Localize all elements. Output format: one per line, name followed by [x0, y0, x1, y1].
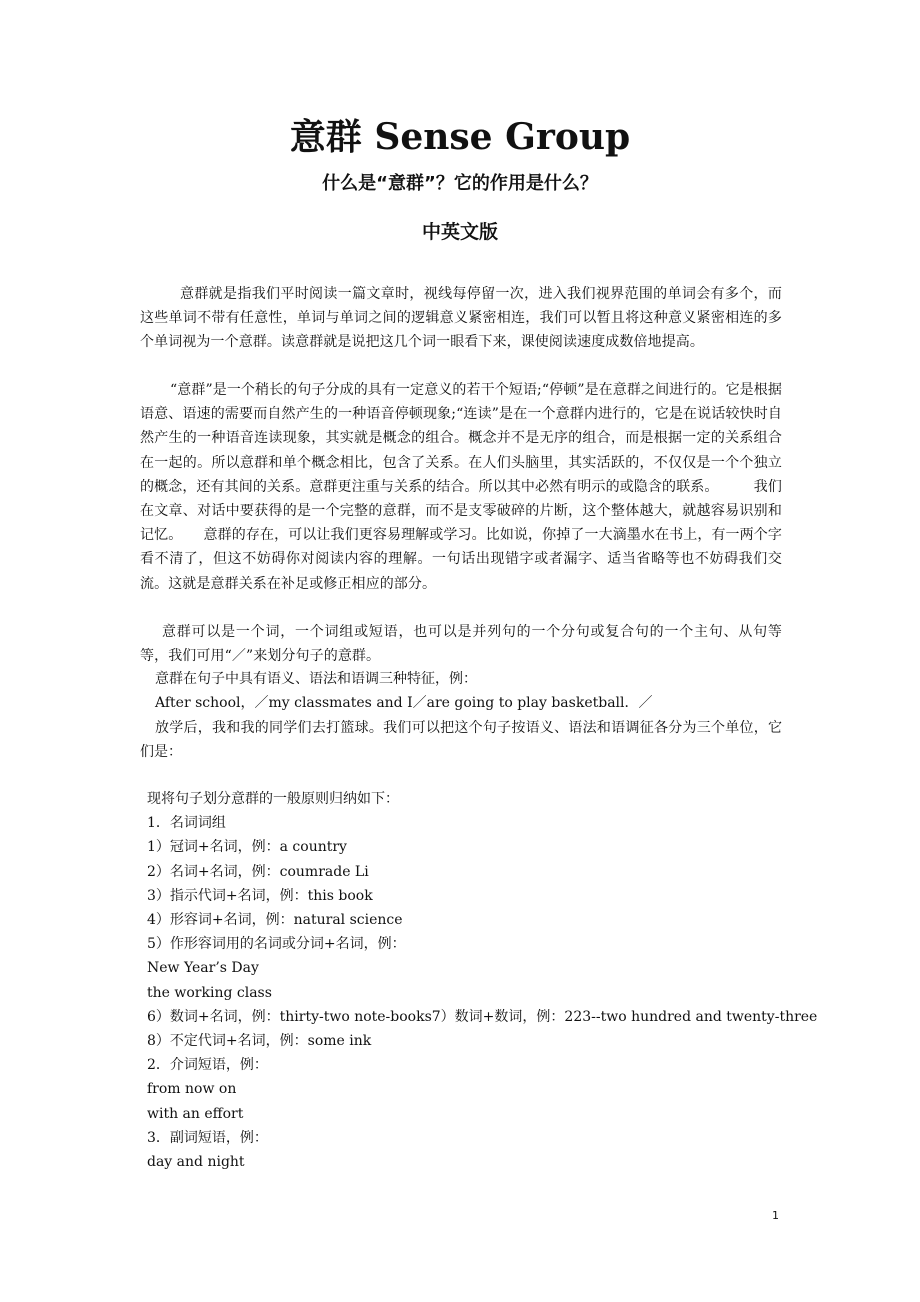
list-item: 8）不定代词+名词，例：some ink	[147, 1033, 372, 1050]
paragraph-forms: 意群可以是一个词，一个词组或短语，也可以是并列句的一个分句或复合句的一个主句、从句等等，我们可用“／”来划分句子的意群。	[140, 624, 782, 665]
list-item: 6）数词+名词，例：thirty-two note-books7）数词+数词，例：223--two hundred and twenty-three	[147, 1008, 818, 1025]
page-number: 1	[772, 1209, 779, 1222]
list-item: 4）形容词+名词，例：natural science	[147, 912, 403, 929]
list-item: the working class	[147, 984, 272, 1001]
document-subtitle: 什么是“意群”？它的作用是什么？	[322, 173, 598, 194]
list-item: day and night	[147, 1154, 245, 1171]
feature-line: 意群在句子中具有语义、语法和语调三种特征，例：	[155, 671, 477, 687]
list-item: from now on	[147, 1081, 237, 1098]
list-item: 5）作形容词用的名词或分词+名词，例：	[147, 936, 406, 953]
list-item: New Year’s Day	[147, 960, 259, 977]
list-item: 3）指示代词+名词，例：this book	[147, 887, 373, 904]
list-item: 1）冠词+名词，例：a country	[147, 839, 347, 856]
document-title: 意群 Sense Group	[289, 116, 631, 158]
paragraph-definition: 意群就是指我们平时阅读一篇文章时，视线每停留一次，进入我们视界范围的单词会有多个，而这些单词不带有任意性，单词与单词之间的逻辑意义紧密相连，我们可以暂且将这种意义紧密相连的多个单词视为一个意群。读意群就是说把这几个词一眼看下来，课使阅读速度成数倍地提高。	[140, 286, 782, 351]
list-item: with an effort	[147, 1105, 244, 1122]
paragraph-explanation: “意群”是一个稍长的句子分成的具有一定意义的若干个短语;“停顿”是在意群之间进行的。它是根据语意、语速的需要而自然产生的一种语音停顿现象;“连读”是在一个意群内进行的，它是在说话较快时自然产生的一种语音连读现象，其实就是概念的组合。概念并不是无序的组合，而是根据一定的关系组合在一起的。所以意群和单个概念相比，包含了关系。在人们头脑里，其实活跃的，不仅仅是一个个独立的概念，还有其间的关系。意群更注重与关系的结合。所以其中必然有明示的或隐含的联系。 我们在文章、对话中要获得的是一个完整的意群，而不是支零破碎的片断，这个整体越大，就越容易识别和记忆。 意群的存在，可以让我们更容易理解或学习。比如说，你掉了一大滴墨水在书上，有一两个字看不清了，但这不妨碍你对阅读内容的理解。一句话出现错字或者漏字、适当省略等也不妨碍我们交流。这就是意群关系在补足或修正相应的部分。	[140, 382, 782, 592]
list-item: 3．副词短语，例：	[147, 1129, 268, 1146]
translation-paragraph: 放学后，我和我的同学们去打篮球。我们可以把这个句子按语义、语法和语调征各分为三个单位，它们是：	[140, 720, 782, 761]
list-item: 2．介词短语，例：	[147, 1057, 268, 1074]
list-item: 2）名词+名词，例：coumrade Li	[147, 863, 369, 880]
list-item: 现将句子划分意群的一般原则归纳如下：	[147, 791, 399, 807]
example-sentence: After school，／my classmates and I／are going to play basketball．／	[155, 695, 653, 711]
rules-list	[147, 787, 818, 1174]
document-edition-label: 中英文版	[421, 221, 498, 243]
list-item: 1．名词词组	[147, 815, 226, 832]
